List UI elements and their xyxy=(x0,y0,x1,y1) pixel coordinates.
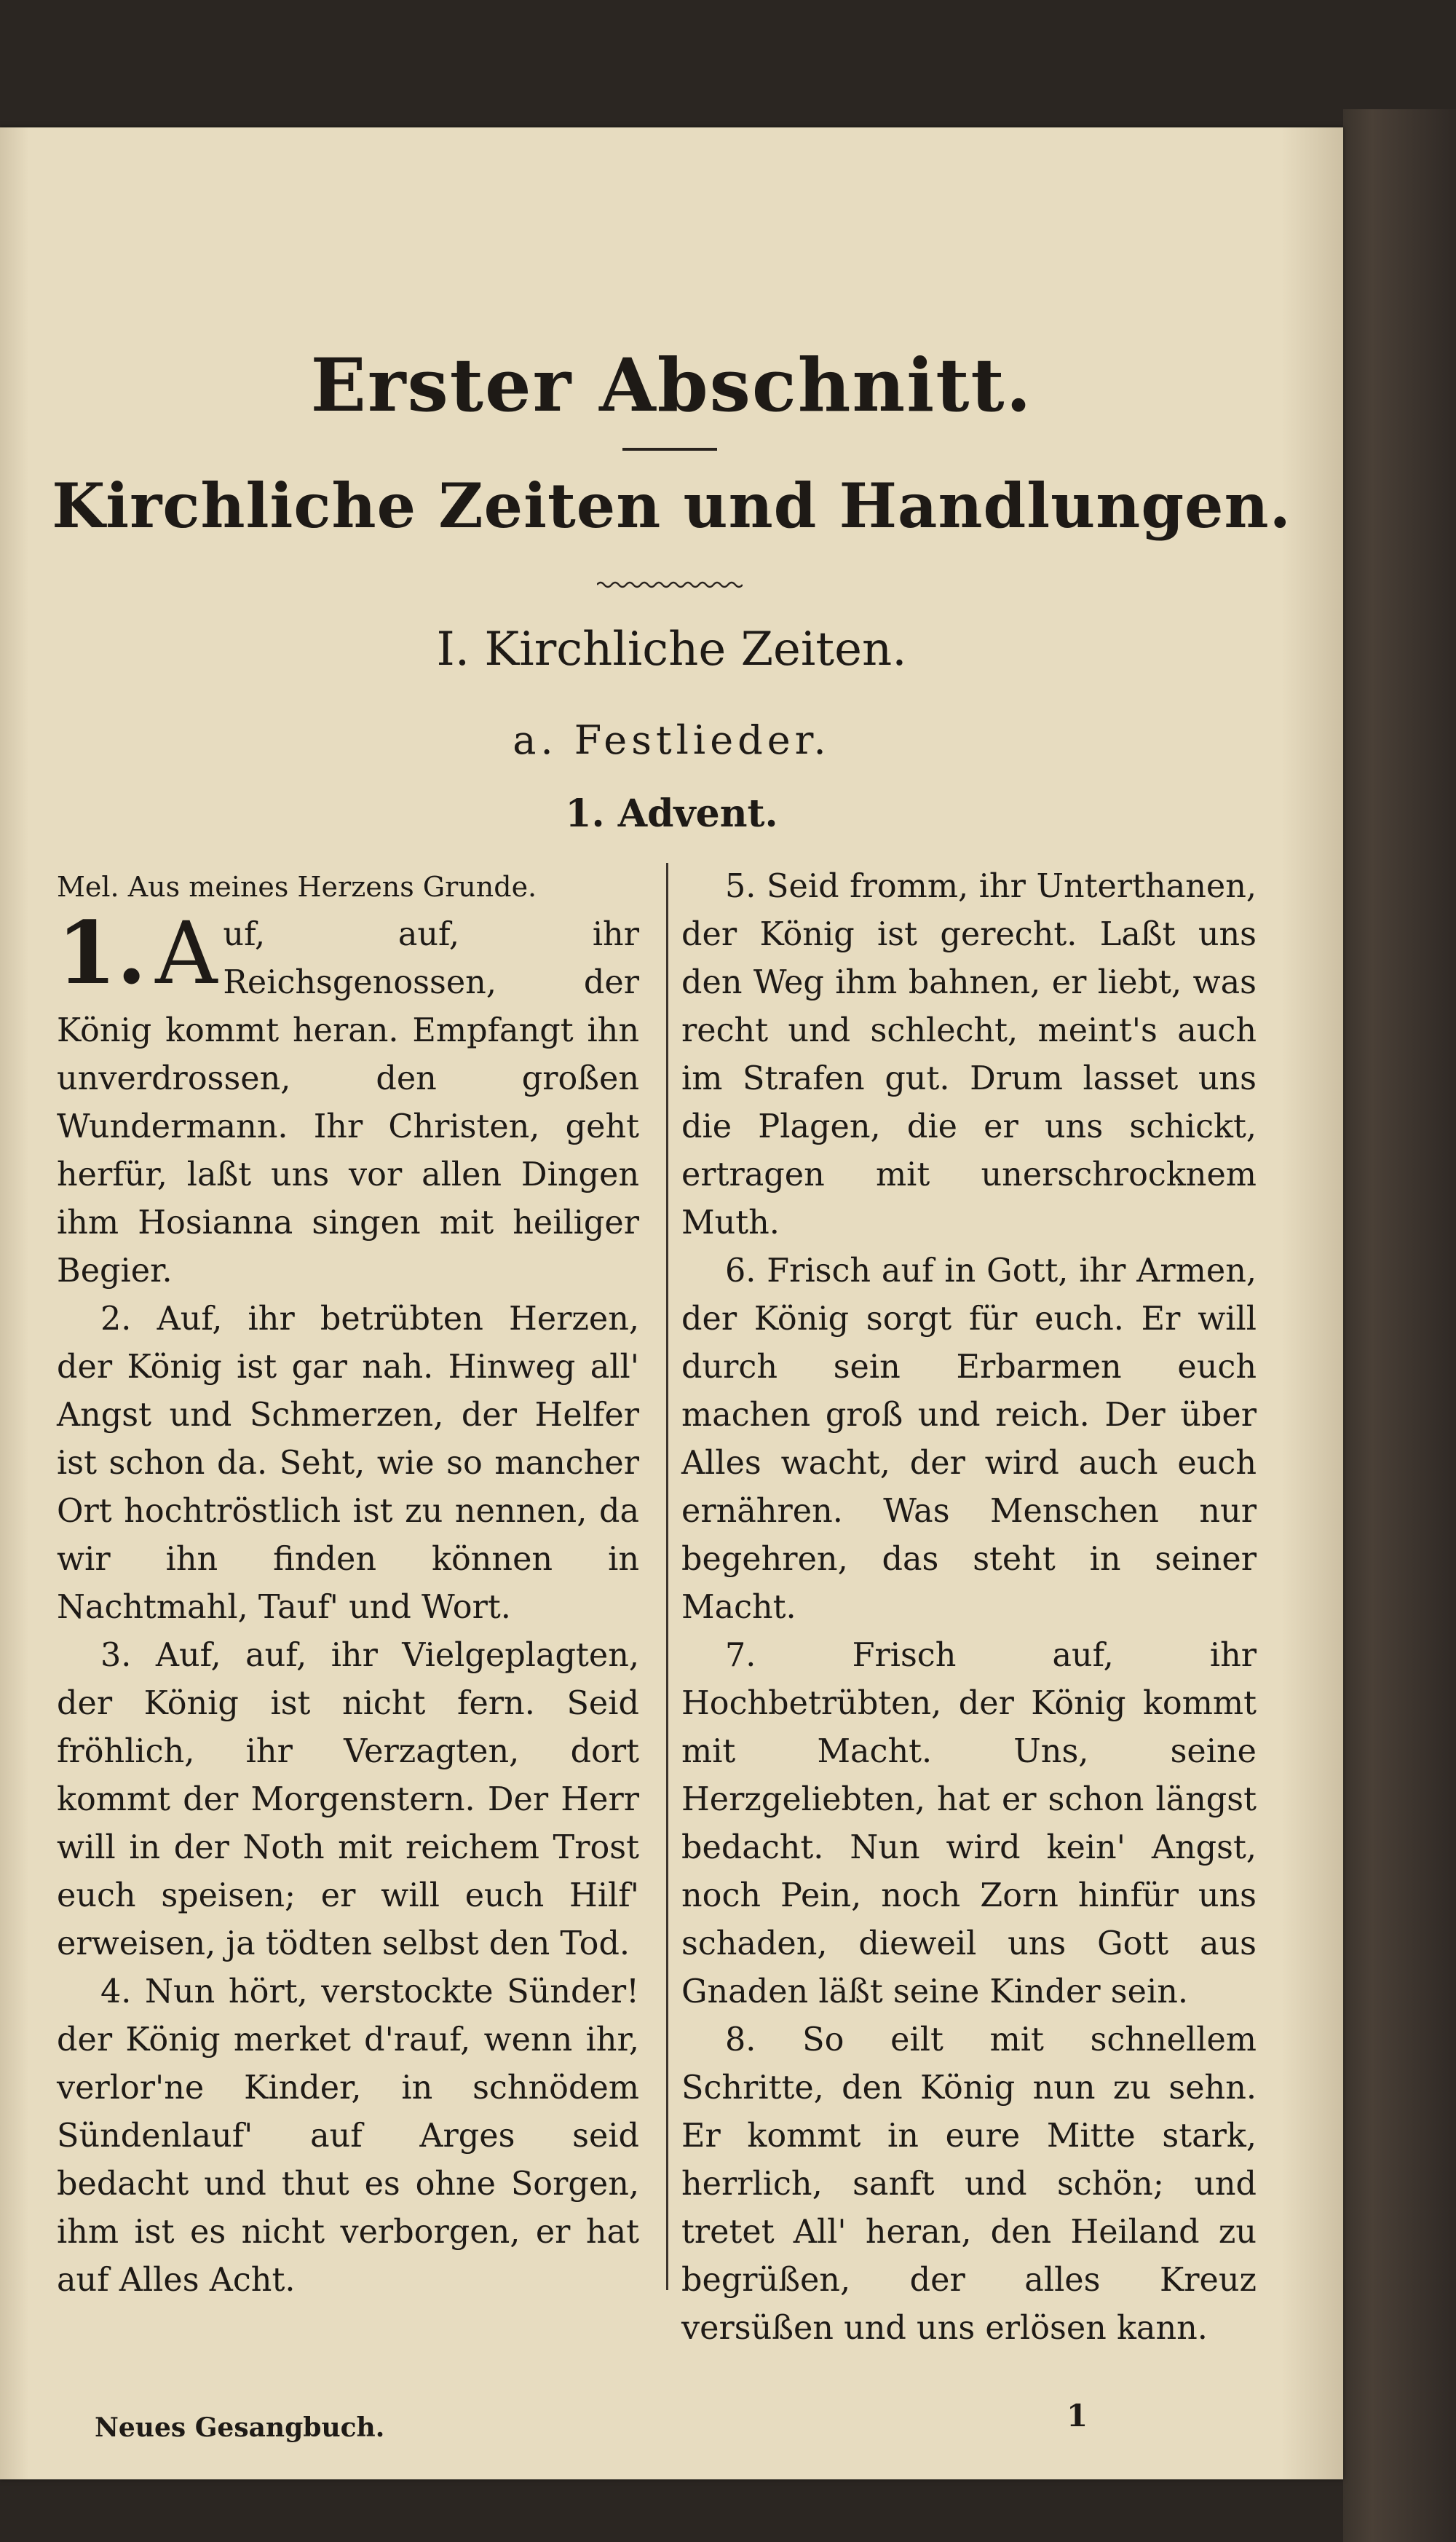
wavy-ornament xyxy=(597,577,743,592)
category-heading: a. Festlieder. xyxy=(513,717,831,763)
verse-1 xyxy=(57,902,639,1295)
verse-8: 8. So eilt mit schnellem Schritte, den König nun zu sehn. Er kommt in eure Mitte stark, herrlich, sanft und schön; und tretet All' heran, den Heiland zu begrüßen, der alles Kreuz versüßen und uns erlösen kann. xyxy=(681,2021,1257,2347)
verse-6: 6. Frisch auf in Gott, ihr Armen, der König sorgt für euch. Er will durch sein Erbarmen euch machen groß und reich. Der über Alles wacht, der wird auch euch ernähren. Was Menschen nur begehren, das steht in seiner Macht. xyxy=(681,1252,1257,1626)
signature-mark: Neues Gesangbuch. xyxy=(95,2412,385,2443)
verse-1-text: uf, auf, ihr Reichsgenossen, der König kommt heran. Empfangt ihn unverdrossen, den großen Wundermann. Ihr Christen, geht herfür, laßt uns vor allen Dingen ihm Hosianna singen mit heiliger Begier. xyxy=(57,916,639,1290)
verse-1-number: 1. xyxy=(57,902,147,1003)
right-column xyxy=(681,863,1257,2353)
book-page xyxy=(0,127,1343,2479)
verse-2: 2. Auf, ihr betrübten Herzen, der König ist gar nah. Hinweg all' Angst und Schmerzen, der Helfer ist schon da. Seht, wie so mancher Ort hochtröstlich ist zu nennen, da wir ihn finden können in Nachtmahl, Tauf' und Wort. xyxy=(57,1300,639,1626)
verse-7: 7. Frisch auf, ihr Hochbetrübten, der König kommt mit Macht. Uns, seine Herzgeliebten, hat er schon längst bedacht. Nun wird kein' Angst, noch Pein, noch Zorn hinfür uns schaden, dieweil uns Gott aus Gnaden läßt seine Kinder sein. xyxy=(681,1637,1257,2010)
verse-3: 3. Auf, auf, ihr Vielgeplagten, der König ist nicht fern. Seid fröhlich, ihr Verzagten, dort kommt der Morgenstern. Der Herr will in der Noth mit reichem Trost euch speisen; er will euch Hilf' erweisen, ja tödten selbst den Tod. xyxy=(57,1637,639,1962)
melody-line: Mel. Aus meines Herzens Grunde. xyxy=(57,871,537,903)
subtitle: I. Kirchliche Zeiten. xyxy=(436,623,907,676)
sheet-number: 1 xyxy=(1067,2398,1088,2434)
book-spine xyxy=(1343,109,1456,2542)
left-column xyxy=(57,863,639,2305)
verse-5: 5. Seid fromm, ihr Unterthanen, der König ist gerecht. Laßt uns den Weg ihm bahnen, er liebt, was recht und schlecht, meint's auch im Strafen gut. Drum lasset uns die Plagen, die er uns schickt, ertragen mit unerschrocknem Muth. xyxy=(681,868,1257,1242)
section-title: Erster Abschnitt. xyxy=(310,342,1033,428)
main-title: Kirchliche Zeiten und Handlungen. xyxy=(52,470,1291,542)
column-divider xyxy=(666,863,668,2290)
hymn-title: 1. Advent. xyxy=(565,792,778,836)
verse-1-dropcap: A xyxy=(155,903,218,1003)
verse-4: 4. Nun hört, verstockte Sünder! der König merket d'rauf, wenn ihr, verlor'ne Kinder, in schnödem Sündenlauf' auf Arges seid bedacht und thut es ohne Sorgen, ihm ist es nicht verborgen, er hat auf Alles Acht. xyxy=(57,1973,639,2299)
title-rule xyxy=(622,448,717,451)
